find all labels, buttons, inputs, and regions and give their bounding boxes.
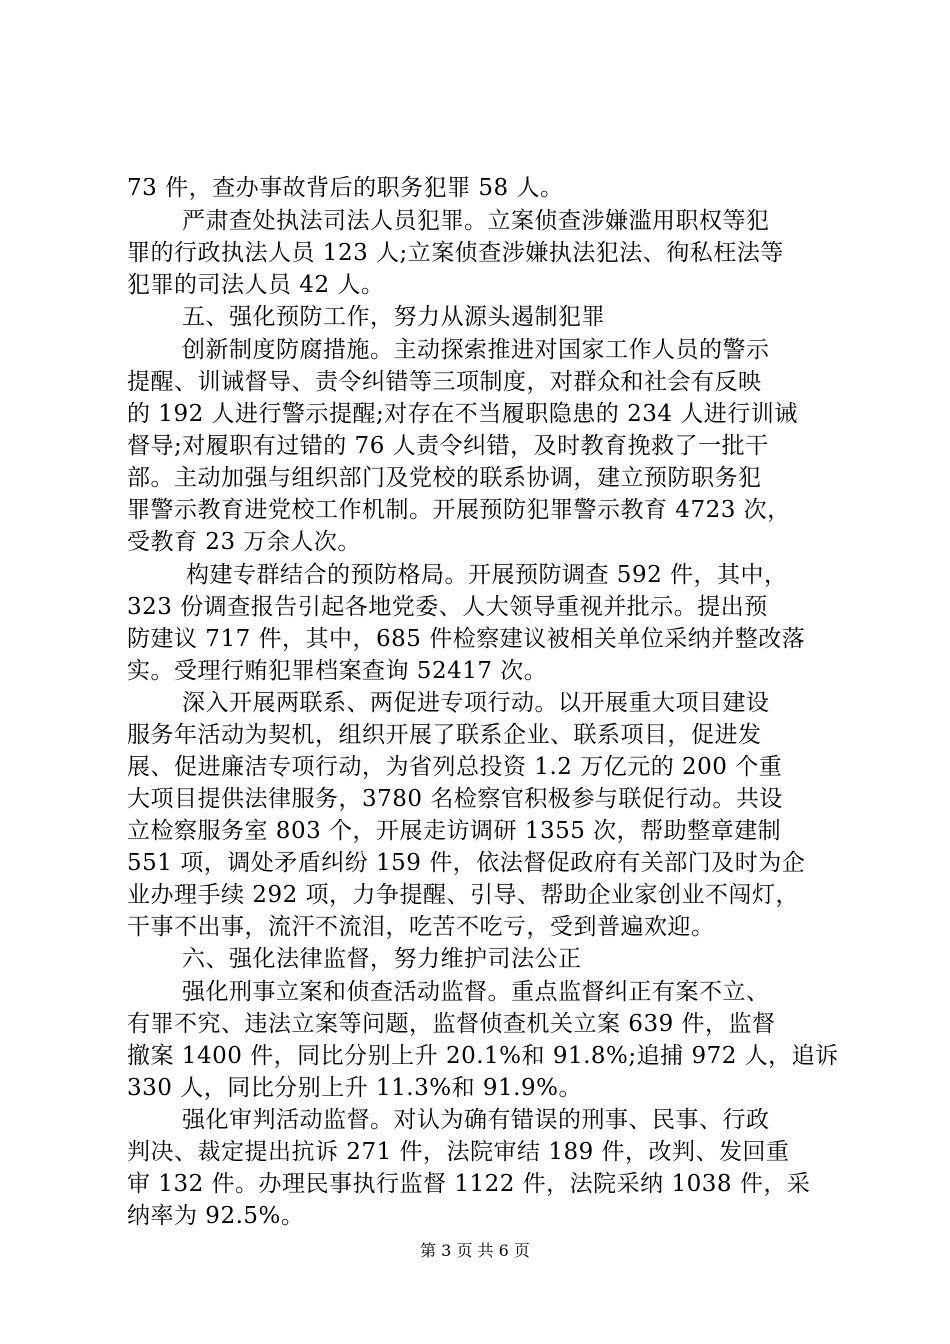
- paragraph-line: 实。受理行贿犯罪档案查询 52417 次。: [127, 658, 548, 684]
- paragraph-line: 严肃查处执法司法人员犯罪。立案侦查涉嫌滥用职权等犯: [182, 208, 770, 234]
- page-number-footer: 第 3 页 共 6 页: [420, 1241, 530, 1260]
- paragraph-line: 立检察服务室 803 个，开展走访调研 1355 次，帮助整章建制: [127, 818, 782, 844]
- paragraph-line: 服务年活动为契机，组织开展了联系企业、联系项目，促进发: [127, 722, 762, 748]
- paragraph-line: 深入开展两联系、两促进专项行动。以开展重大项目建设: [182, 690, 770, 716]
- section-heading: 六、强化法律监督，努力维护司法公正: [182, 946, 582, 972]
- paragraph-line: 受教育 23 万余人次。: [127, 529, 361, 555]
- paragraph-line: 纳率为 92.5%。: [127, 1203, 305, 1229]
- paragraph-line: 判决、裁定提出抗诉 271 件，法院审结 189 件，改判、发回重: [127, 1139, 790, 1165]
- paragraph-line: 创新制度防腐措施。主动探索推进对国家工作人员的警示: [182, 337, 770, 363]
- paragraph-line: 审 132 件。办理民事执行监督 1122 件，法院采纳 1038 件，采: [127, 1171, 811, 1197]
- paragraph-line: 撤案 1400 件，同比分别上升 20.1%和 91.8%;追捕 972 人，追诉: [127, 1043, 839, 1069]
- paragraph-line: 551 项，调处矛盾纠纷 159 件，依法督促政府有关部门及时为企: [127, 850, 806, 876]
- paragraph-line: 330 人，同比分别上升 11.3%和 91.9%。: [127, 1075, 582, 1101]
- paragraph-line: 罪的行政执法人员 123 人;立案侦查涉嫌执法犯法、徇私枉法等: [127, 240, 784, 266]
- paragraph-line: 强化刑事立案和侦查活动监督。重点监督纠正有案不立、: [182, 979, 770, 1005]
- paragraph-line: 构建专群结合的预防格局。开展预防调查 592 件，其中，: [186, 562, 788, 588]
- paragraph-line: 323 份调查报告引起各地党委、人大领导重视并批示。提出预: [127, 594, 768, 620]
- paragraph-line: 罪警示教育进党校工作机制。开展预防犯罪警示教育 4723 次，: [127, 497, 791, 523]
- paragraph-line: 业办理手续 292 项，力争提醒、引导、帮助企业家创业不闯灯，: [127, 882, 800, 908]
- paragraph-line: 犯罪的司法人员 42 人。: [127, 272, 385, 298]
- paragraph-line: 展、促进廉洁专项行动，为省列总投资 1.2 万亿元的 200 个重: [127, 754, 783, 780]
- paragraph-line: 73 件，查办事故背后的职务犯罪 58 人。: [127, 175, 564, 201]
- paragraph-line: 部。主动加强与组织部门及党校的联系协调，建立预防职务犯: [127, 465, 762, 491]
- paragraph-line: 大项目提供法律服务，3780 名检察官积极参与联促行动。共设: [127, 786, 783, 812]
- paragraph-line: 的 192 人进行警示提醒;对存在不当履职隐患的 234 人进行训诫: [127, 401, 798, 427]
- paragraph-line: 强化审判活动监督。对认为确有错误的刑事、民事、行政: [182, 1107, 770, 1133]
- section-heading: 五、强化预防工作，努力从源头遏制犯罪: [182, 304, 605, 330]
- paragraph-line: 有罪不究、违法立案等问题，监督侦查机关立案 639 件，监督: [127, 1011, 776, 1037]
- paragraph-line: 督导;对履职有过错的 76 人责令纠错，及时教育挽救了一批干: [127, 433, 769, 459]
- paragraph-line: 防建议 717 件，其中，685 件检察建议被相关单位采纳并整改落: [127, 626, 806, 652]
- paragraph-line: 提醒、训诫督导、责令纠错等三项制度，对群众和社会有反映: [127, 369, 762, 395]
- paragraph-line: 干事不出事，流汗不流泪，吃苦不吃亏，受到普遍欢迎。: [127, 914, 715, 940]
